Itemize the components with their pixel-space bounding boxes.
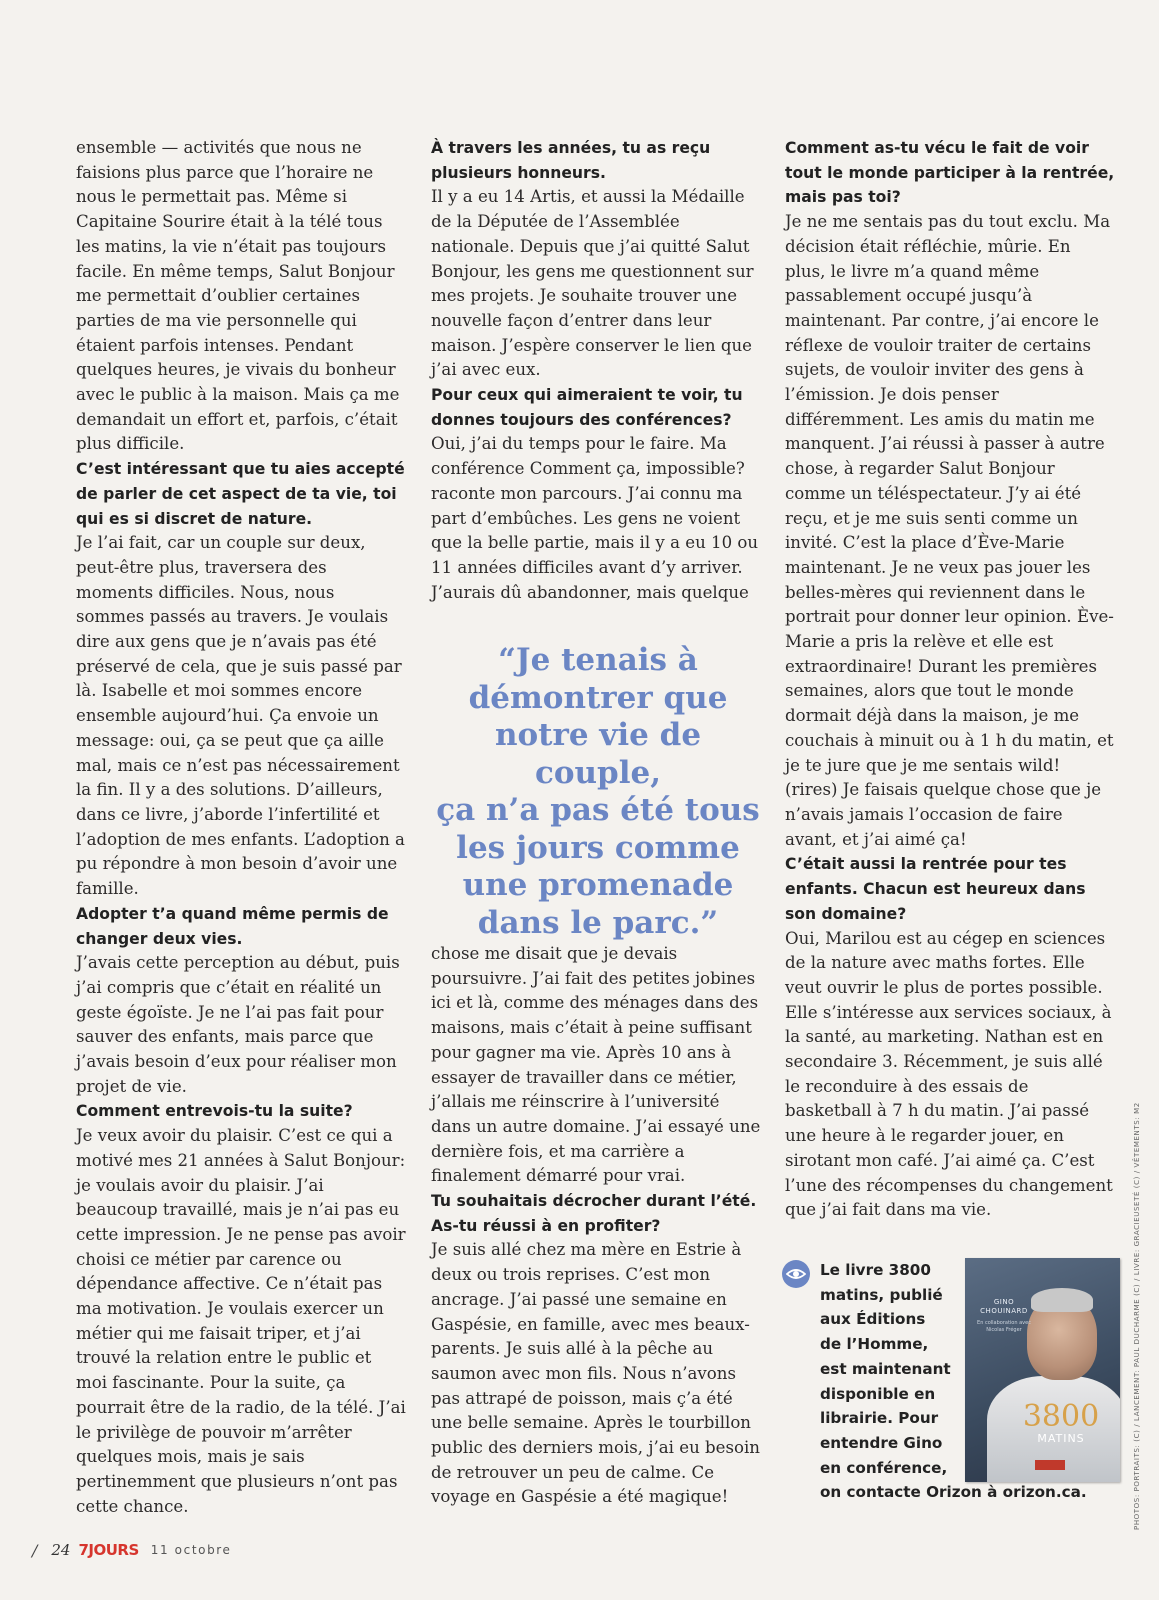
book-info-line: est maintenant <box>820 1359 951 1378</box>
book-info-line: entendre Gino <box>820 1433 943 1452</box>
book-info-contact: on contacte Orizon à orizon.ca. <box>820 1483 1087 1502</box>
book-info-line: matins, publié <box>820 1285 943 1304</box>
interview-question: C’était aussi la rentrée pour tes enfants. Chacun est heureux dans son domaine? <box>785 855 1086 923</box>
interview-question: Comment entrevois-tu la suite? <box>76 1102 353 1121</box>
book-author: GINO CHOUINARD <box>980 1298 1028 1315</box>
page-number: 24 <box>51 1541 71 1559</box>
interview-answer: Oui, Marilou est au cégep en sciences de la nature avec maths fortes. Elle veut ouvrir le plus de portes possible. Elle s’intéresse aux services sociaux, à la santé, au marketing. Nathan est en secondaire 3. Récemment, je suis allé le reconduire à des essais de basketball à 7 h du matin. J’ai passé une heure à le regarder jouer, en sirotant mon café. J’ai aimé ça. C’est l’une des récompenses du changement que j’ai fait dans ma vie. <box>785 928 1113 1220</box>
interview-answer: Je l’ai fait, car un couple sur deux, peut-être plus, traversera des moments difficiles. Nous, nous sommes passés au travers. Je voulais dire aux gens que je n’avais pas été préservé de cela, que je suis passé par là. Isabelle et moi sommes encore ensemble aujourd’hui. Ça envoie un message: oui, ça se peut que ça aille mal, mais ce n’est pas nécessairement la fin. Il y a des solutions. D’ailleurs, dans ce livre, j’aborde l’infertilité et l’adoption de mes enfants. L’adoption a pu répondre à mon besoin d’avoir une famille. <box>76 533 405 899</box>
magazine-logo: 7JOURS <box>78 1541 139 1559</box>
interview-answer: Je veux avoir du plaisir. C’est ce qui a motivé mes 21 années à Salut Bonjour: je voulais avoir du plaisir. J’ai beaucoup travaillé, mais je n’ai pas eu cette impression. Je ne pense pas avoir choisi ce métier par carence ou dépendance affective. Ce n’était pas ma motivation. Je voulais exercer un métier qui me faisait triper, et j’ai trouvé la relation entre le public et moi fascinante. Pour la suite, ça pourrait être de la radio, de la télé. J’ai le privilège de pouvoir m’arrêter quelques mois, mais je sais pertinemment que plusieurs n’ont pas cette chance. <box>76 1126 406 1516</box>
pull-quote-line: une promenade <box>462 867 734 903</box>
interview-question: Pour ceux qui aimeraient te voir, tu donnes toujours des conférences? <box>431 386 743 429</box>
pull-quote-line: les jours comme <box>456 829 740 866</box>
book-title-number: 3800 <box>1022 1399 1100 1434</box>
footer-slash: / <box>32 1540 38 1560</box>
pull-quote-line: dans le parc.” <box>477 904 719 941</box>
article-column-1 <box>76 136 406 1519</box>
book-title-word: MATINS <box>1037 1432 1085 1445</box>
pull-quote-line: notre vie de couple, <box>494 717 702 791</box>
interview-answer: Oui, j’ai du temps pour le faire. Ma conférence Comment ça, impossible? raconte mon parcours. J’ai connu ma part d’embûches. Les gens ne voient que la belle partie, mais il y a eu 10 ou 11 années difficiles avant d’y arriver. J’aurais dû abandonner, mais quelque <box>431 434 759 602</box>
interview-question: Comment as-tu vécu le fait de voir tout le monde participer à la rentrée, mais pas toi? <box>785 139 1115 207</box>
book-info-line: aux Éditions <box>820 1310 926 1329</box>
pull-quote-line: démontrer que <box>468 679 728 716</box>
eye-icon <box>782 1260 810 1288</box>
photo-credits: PHOTOS: PORTRAITS: (C) / LANCEMENT: PAUL DUCHARME (C) / LIVRE: GRACIEUSETÉ (C) / VÊTEMENTS: M2 <box>1133 1102 1141 1530</box>
pull-quote-line: “Je tenais à <box>498 642 698 678</box>
interview-answer: Il y a eu 14 Artis, et aussi la Médaille de la Députée de l’Assemblée nationale. Depuis que j’ai quitté Salut Bonjour, les gens me questionnent sur mes projets. Je souhaite trouver une nouvelle façon d’entrer dans leur maison. J’espère conserver le lien que j’ai avec eux. <box>431 187 754 380</box>
book-subtitle: En collaboration avec Nicolas Fréger <box>977 1320 1031 1333</box>
book-info-line: librairie. Pour <box>820 1409 939 1428</box>
book-info-box <box>782 1258 1135 1520</box>
interview-answer: ensemble — activités que nous ne faisions plus parce que l’horaire ne nous le permettait pas. Même si Capitaine Sourire était à la télé tous les matins, la vie n’était pas toujours facile. En même temps, Salut Bonjour me permettait d’oublier certaines parties de ma vie personnelle qui étaient parfois intenses. Pendant quelques heures, je vivais du bonheur avec le public à la maison. Mais ça me demandait un effort et, parfois, c’était plus difficile. <box>76 138 400 454</box>
pull-quote-line: ça n’a pas été tous <box>436 792 760 828</box>
article-column-2-bottom <box>431 942 761 1510</box>
interview-answer: J’avais cette perception au début, puis j’ai compris que c’était en réalité un geste égoïste. Je ne l’ai pas fait pour sauver des enfants, mais parce que j’avais besoin d’eux pour réaliser mon projet de vie. <box>76 953 400 1096</box>
book-cover-image <box>965 1258 1120 1482</box>
issue-date: 11 octobre <box>150 1543 232 1557</box>
interview-question: Adopter t’a quand même permis de changer deux vies. <box>76 904 389 948</box>
article-column-3 <box>785 136 1115 1223</box>
interview-question: À travers les années, tu as reçu plusieurs honneurs. <box>431 139 711 182</box>
publisher-logo <box>1035 1460 1065 1470</box>
book-info-line: en conférence, <box>820 1458 948 1477</box>
page-footer <box>32 1538 232 1562</box>
interview-question: C’est intéressant que tu aies accepté de parler de cet aspect de ta vie, toi qui es si discret de nature. <box>76 460 405 528</box>
pull-quote <box>428 642 768 942</box>
interview-question: Tu souhaitais décrocher durant l’été. As-tu réussi à en profiter? <box>431 1192 757 1235</box>
interview-answer: Je suis allé chez ma mère en Estrie à deux ou trois reprises. C’est mon ancrage. J’ai passé une semaine en Gaspésie, en famille, avec mes beaux-parents. Je suis allé à la pêche au saumon avec mon fils. Nous n’avons pas attrapé de poisson, mais ç’a été une belle semaine. Après le tourbillon public des derniers mois, j’ai eu besoin de retrouver un peu de calme. Ce voyage en Gaspésie a été magique! <box>431 1240 760 1507</box>
book-info-line: Le livre 3800 <box>820 1261 931 1279</box>
book-info-line: disponible en <box>820 1384 936 1403</box>
book-info-line: de l’Homme, <box>820 1335 929 1354</box>
interview-answer: Je ne me sentais pas du tout exclu. Ma décision était réfléchie, mûrie. En plus, le livre m’a quand même passablement occupé jusqu’à maintenant. Par contre, j’ai encore le réflexe de vouloir traiter de certains sujets, de vouloir inviter des gens à l’émission. Je dois penser différemment. Les amis du matin me manquent. J’ai réussi à passer à autre chose, à regarder Salut Bonjour comme un téléspectateur. J’y ai été reçu, et je me suis senti comme un invité. C’est la place d’Ève-Marie maintenant. Je ne veux pas jouer les belles-mères qui reviennent dans le portrait pour donner leur opinion. Ève-Marie a pris la relève et elle est extraordinaire! Durant les premières semaines, alors que tout le monde dormait déjà dans la maison, je me couchais à minuit ou à 1 h du matin, et je te jure que je me sentais wild! (rires) Je faisais quelque chose que je n’avais jamais l’occasion de faire avant, et j’ai aimé ça! <box>785 212 1114 849</box>
interview-answer: chose me disait que je devais poursuivre. J’ai fait des petites jobines ici et là, comme des ménages dans des maisons, mais c’était à peine suffisant pour gagner ma vie. Après 10 ans à essayer de travailler dans ce métier, j’allais me réinscrire à l’université dans un autre domaine. J’ai essayé une dernière fois, et ma carrière a finalement démarré pour vrai. <box>431 944 761 1186</box>
article-column-2-top <box>431 136 761 605</box>
